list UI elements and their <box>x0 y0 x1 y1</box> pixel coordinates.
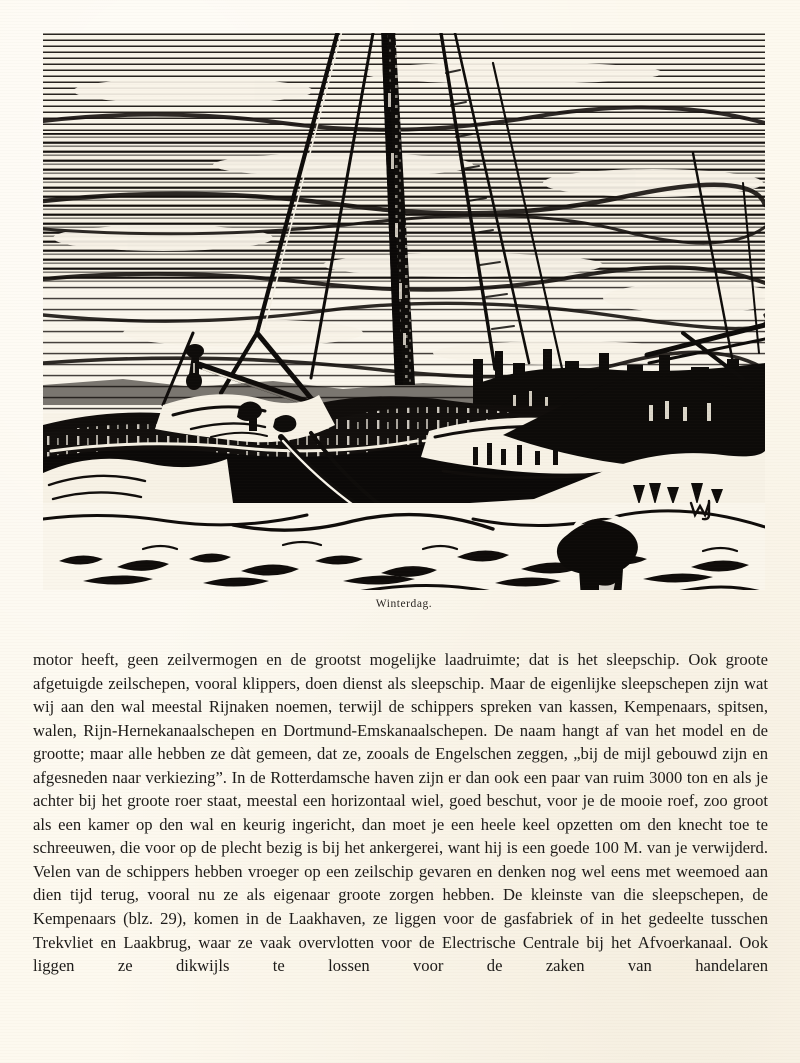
illustration-caption: Winterdag. <box>375 598 433 610</box>
winterdag-woodcut <box>43 33 765 590</box>
body-paragraph: motor heeft, geen zeilvermogen en de grootst mogelijke laadruimte; dat is het sleepschip. Ook groote afgetuigde zeilschepen, vooral klippers, doen dienst als sleepschip. Maar de eigenlijke sleepschepen zijn wat wij aan den wal meestal Rijnaken noemen, terwijl de schippers spreken van kassen, Kempenaars, spitsen, walen, Rijn-Hernekanaalschepen en Dortmund-Emskanaalschepen. De naam hangt af van het model en de grootte; maar alle hebben ze dàt gemeen, dat ze, zooals de Engelschen zeggen, „bij de mijl gebouwd zijn en afgesneden naar verkiezing”. In de Rotterdamsche haven zijn er dan ook een paar van ruim 3000 ton en als je achter bij het groote roer staat, meestal een horizontaal wiel, goed beschut, voor je de mooie roef, zoo groot als een kamer op den wal en keurig ingericht, dan moet je een heele keel opzetten om den knecht toe te schreeuwen, die voor op de plecht bezig is bij het ankergerei, want hij is een goede 100 M. van je verwijderd. Velen van de schippers hebben vroeger op een zeilschip gevaren en denken nog wel eens met weemoed aan dien tijd terug, vooral nu ze als eigenaar groote zorgen hebben. De kleinste van die sleepschepen, de Kempenaars (blz. 29), komen in de Laakhaven, ze liggen voor de gasfabriek of in het gedeelte tusschen Trekvliet en Laakbrug, waar ze vaak overvlotten voor de Electrische Centrale bij het Afvoerkanaal. Ook liggen ze dikwijls te lossen voor de zaken van handelaren <box>33 650 768 976</box>
illustration-plate <box>43 33 765 590</box>
body-text-block <box>33 648 768 978</box>
